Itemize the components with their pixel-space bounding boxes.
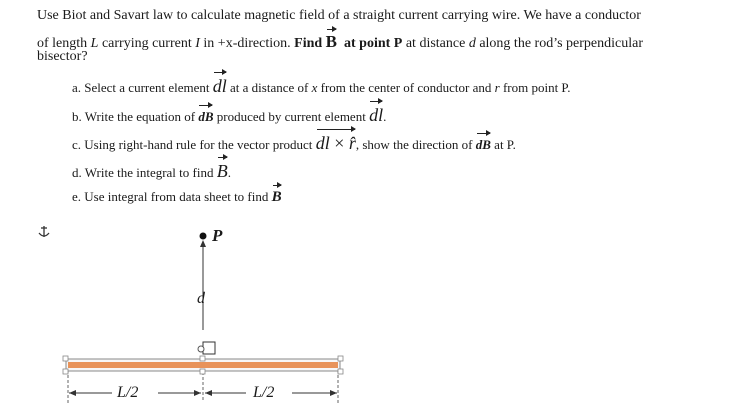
- distance-arrowhead: [200, 240, 206, 247]
- vector-dl: dl: [212, 76, 227, 96]
- vector-dB: dB: [198, 109, 214, 124]
- item-d: d. Write the integral to find B.: [72, 161, 231, 181]
- intro-line-3: bisector?: [37, 49, 88, 64]
- rod-handle: [338, 369, 343, 374]
- item-a: a. Select a current element dl at a distance of x from the center of conductor and r from point P.: [72, 76, 571, 96]
- dim-arrowhead: [205, 390, 212, 396]
- point-P-dot: [200, 233, 207, 240]
- item-b: b. Write the equation of dB produced by current element dl.: [72, 105, 387, 125]
- intro-line-1: Use Biot and Savart law to calculate magnetic field of a straight current carrying wire. We have a conductor: [37, 8, 641, 23]
- rod-handle: [338, 356, 343, 361]
- rod-handle: [63, 356, 68, 361]
- vector-dB: dB: [475, 137, 491, 152]
- distance-label: d: [197, 290, 205, 307]
- rod: [68, 362, 338, 368]
- rod-handle: [200, 369, 205, 374]
- half-length-left-label: L/2: [117, 384, 139, 401]
- half-length-right-label: L/2: [253, 384, 275, 401]
- dim-arrowhead: [330, 390, 337, 396]
- point-P-label: P: [212, 226, 223, 245]
- item-e: e. Use integral from data sheet to find B: [72, 189, 282, 205]
- intro-line-2: of length L carrying current I in +x-direction. Find B at point P at distance d along the rod’s perpendicular: [37, 32, 643, 51]
- rod-handle: [200, 356, 205, 361]
- dim-arrowhead: [69, 390, 76, 396]
- dim-arrowhead: [194, 390, 201, 396]
- vector-dl: dl: [369, 105, 384, 125]
- vector-B: B: [271, 189, 282, 205]
- cross-product-expression: dl × r̂: [315, 133, 356, 153]
- item-c: c. Using right-hand rule for the vector product dl × r̂, show the direction of dB at P.: [72, 133, 516, 153]
- vector-B: B: [216, 161, 228, 181]
- current-element-marker: [198, 346, 204, 352]
- right-angle-marker: [203, 342, 215, 354]
- vector-B: B: [325, 32, 337, 51]
- rod-handle: [63, 369, 68, 374]
